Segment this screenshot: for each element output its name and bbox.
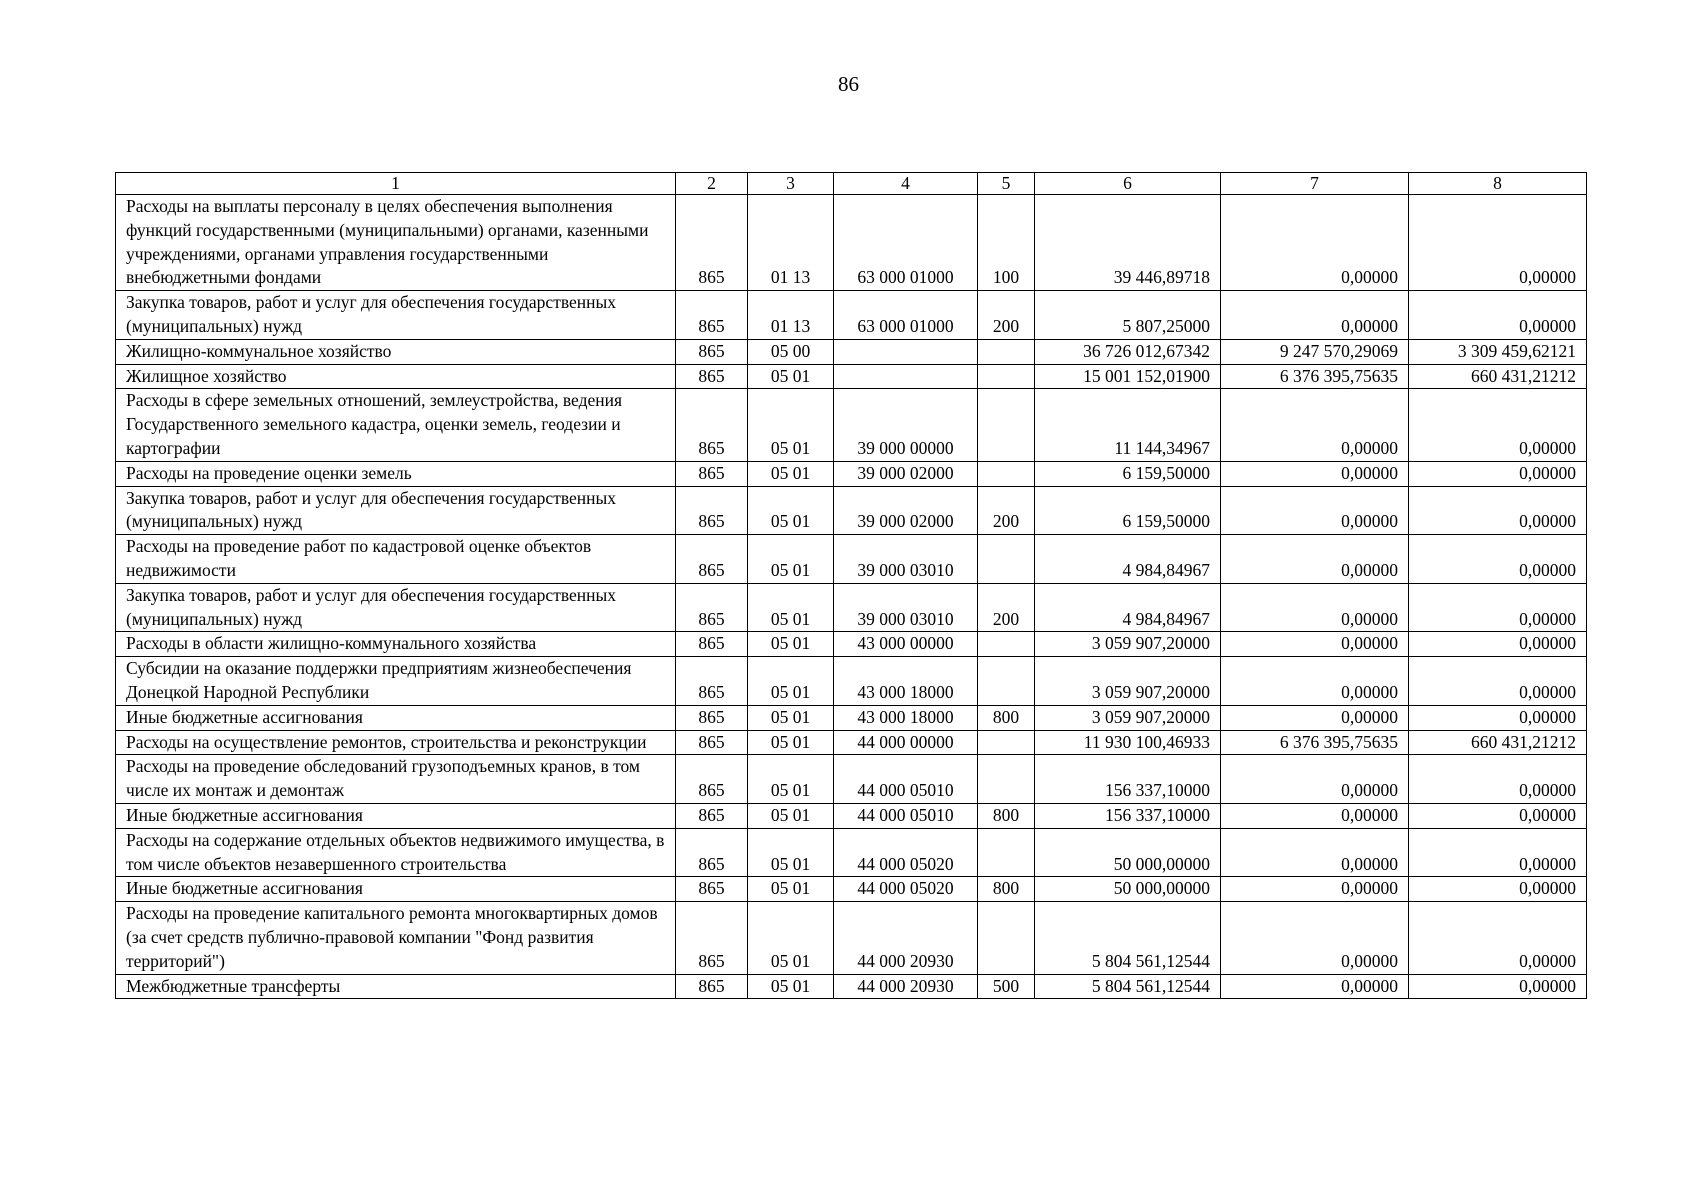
cell-section-code: 865: [676, 755, 748, 804]
cell-expense-type: [978, 755, 1035, 804]
table-row: [116, 632, 1587, 657]
cell-subsection-code: 05 01: [748, 486, 834, 535]
cell-amount-col6: 50 000,00000: [1035, 828, 1221, 877]
cell-target-article: 39 000 02000: [834, 486, 978, 535]
cell-name: Иные бюджетные ассигнования: [116, 705, 676, 730]
cell-amount-col7: 0,00000: [1221, 535, 1409, 584]
cell-amount-col8: 0,00000: [1409, 461, 1587, 486]
table-row: [116, 389, 1587, 461]
table-row: [116, 877, 1587, 902]
cell-name: Субсидии на оказание поддержки предприятиям жизнеобеспечения Донецкой Народной Республики: [116, 657, 676, 706]
cell-target-article: 63 000 01000: [834, 291, 978, 340]
cell-amount-col6: 3 059 907,20000: [1035, 632, 1221, 657]
cell-name: Расходы на выплаты персоналу в целях обеспечения выполнения функций государственными (муниципальными) органами, казенными учреждениями, органами управления государственными внебюджетными фондами: [116, 195, 676, 291]
cell-name: Закупка товаров, работ и услуг для обеспечения государственных (муниципальных) нужд: [116, 486, 676, 535]
cell-amount-col8: 0,00000: [1409, 803, 1587, 828]
cell-subsection-code: 05 01: [748, 974, 834, 999]
cell-amount-col8: 660 431,21212: [1409, 730, 1587, 755]
cell-expense-type: [978, 902, 1035, 974]
cell-amount-col8: 0,00000: [1409, 535, 1587, 584]
cell-amount-col8: 660 431,21212: [1409, 364, 1587, 389]
cell-section-code: 865: [676, 730, 748, 755]
cell-expense-type: 800: [978, 877, 1035, 902]
cell-amount-col7: 0,00000: [1221, 583, 1409, 632]
cell-section-code: 865: [676, 364, 748, 389]
cell-amount-col6: 36 726 012,67342: [1035, 339, 1221, 364]
cell-amount-col6: 5 804 561,12544: [1035, 974, 1221, 999]
table-row: [116, 755, 1587, 804]
cell-target-article: 63 000 01000: [834, 195, 978, 291]
cell-amount-col7: 0,00000: [1221, 461, 1409, 486]
cell-target-article: 44 000 00000: [834, 730, 978, 755]
column-header-1: 1: [116, 173, 676, 195]
cell-amount-col7: 0,00000: [1221, 657, 1409, 706]
cell-expense-type: 800: [978, 705, 1035, 730]
cell-expense-type: [978, 461, 1035, 486]
cell-amount-col7: 0,00000: [1221, 803, 1409, 828]
cell-amount-col6: 50 000,00000: [1035, 877, 1221, 902]
cell-subsection-code: 05 00: [748, 339, 834, 364]
cell-amount-col7: 6 376 395,75635: [1221, 730, 1409, 755]
cell-expense-type: 800: [978, 803, 1035, 828]
cell-amount-col7: 0,00000: [1221, 291, 1409, 340]
cell-target-article: 39 000 02000: [834, 461, 978, 486]
cell-section-code: 865: [676, 461, 748, 486]
cell-target-article: [834, 339, 978, 364]
cell-subsection-code: 05 01: [748, 657, 834, 706]
cell-amount-col7: 0,00000: [1221, 755, 1409, 804]
cell-section-code: 865: [676, 486, 748, 535]
cell-subsection-code: 05 01: [748, 461, 834, 486]
cell-subsection-code: 01 13: [748, 195, 834, 291]
table-row: [116, 339, 1587, 364]
cell-subsection-code: 05 01: [748, 535, 834, 584]
cell-amount-col8: 0,00000: [1409, 486, 1587, 535]
table-row: [116, 828, 1587, 877]
cell-subsection-code: 05 01: [748, 705, 834, 730]
table-row: [116, 535, 1587, 584]
cell-amount-col8: 0,00000: [1409, 705, 1587, 730]
cell-section-code: 865: [676, 291, 748, 340]
cell-target-article: 43 000 00000: [834, 632, 978, 657]
cell-amount-col7: 0,00000: [1221, 632, 1409, 657]
cell-amount-col6: 156 337,10000: [1035, 755, 1221, 804]
table-row: [116, 705, 1587, 730]
cell-amount-col6: 11 144,34967: [1035, 389, 1221, 461]
cell-name: Расходы на проведение работ по кадастровой оценке объектов недвижимости: [116, 535, 676, 584]
cell-expense-type: [978, 828, 1035, 877]
cell-name: Расходы на содержание отдельных объектов недвижимого имущества, в том числе объектов незавершенного строительства: [116, 828, 676, 877]
budget-table: [115, 172, 1587, 999]
cell-amount-col7: 9 247 570,29069: [1221, 339, 1409, 364]
cell-section-code: 865: [676, 803, 748, 828]
cell-amount-col7: 0,00000: [1221, 877, 1409, 902]
cell-section-code: 865: [676, 535, 748, 584]
cell-expense-type: [978, 535, 1035, 584]
table-row: [116, 195, 1587, 291]
cell-name: Расходы в области жилищно-коммунального хозяйства: [116, 632, 676, 657]
cell-target-article: [834, 364, 978, 389]
cell-subsection-code: 05 01: [748, 803, 834, 828]
cell-name: Иные бюджетные ассигнования: [116, 877, 676, 902]
cell-amount-col6: 39 446,89718: [1035, 195, 1221, 291]
cell-expense-type: 100: [978, 195, 1035, 291]
cell-amount-col6: 6 159,50000: [1035, 486, 1221, 535]
cell-subsection-code: 05 01: [748, 902, 834, 974]
cell-amount-col8: 0,00000: [1409, 755, 1587, 804]
cell-section-code: 865: [676, 902, 748, 974]
cell-name: Расходы на проведение обследований грузоподъемных кранов, в том числе их монтаж и демонтаж: [116, 755, 676, 804]
cell-target-article: 43 000 18000: [834, 657, 978, 706]
cell-amount-col8: 0,00000: [1409, 974, 1587, 999]
cell-target-article: 44 000 05020: [834, 877, 978, 902]
cell-target-article: 39 000 03010: [834, 583, 978, 632]
cell-amount-col7: 6 376 395,75635: [1221, 364, 1409, 389]
cell-name: Жилищное хозяйство: [116, 364, 676, 389]
cell-expense-type: 200: [978, 583, 1035, 632]
cell-amount-col8: 0,00000: [1409, 828, 1587, 877]
cell-amount-col8: 0,00000: [1409, 583, 1587, 632]
cell-target-article: 44 000 20930: [834, 974, 978, 999]
cell-amount-col6: 3 059 907,20000: [1035, 705, 1221, 730]
cell-amount-col7: 0,00000: [1221, 828, 1409, 877]
cell-expense-type: [978, 339, 1035, 364]
table-row: [116, 486, 1587, 535]
cell-amount-col8: 0,00000: [1409, 657, 1587, 706]
cell-amount-col8: 0,00000: [1409, 632, 1587, 657]
cell-amount-col7: 0,00000: [1221, 195, 1409, 291]
cell-target-article: 39 000 00000: [834, 389, 978, 461]
cell-subsection-code: 05 01: [748, 364, 834, 389]
cell-subsection-code: 05 01: [748, 583, 834, 632]
cell-subsection-code: 05 01: [748, 632, 834, 657]
cell-name: Расходы на проведение капитального ремонта многоквартирных домов (за счет средств публично-правовой компании "Фонд развития территорий"): [116, 902, 676, 974]
cell-section-code: 865: [676, 877, 748, 902]
cell-amount-col6: 5 807,25000: [1035, 291, 1221, 340]
cell-expense-type: 500: [978, 974, 1035, 999]
header-row: [116, 173, 1587, 195]
cell-amount-col6: 15 001 152,01900: [1035, 364, 1221, 389]
cell-amount-col7: 0,00000: [1221, 902, 1409, 974]
cell-name: Расходы в сфере земельных отношений, землеустройства, ведения Государственного земельного кадастра, оценки земель, геодезии и картографии: [116, 389, 676, 461]
cell-expense-type: [978, 657, 1035, 706]
column-header-8: 8: [1409, 173, 1587, 195]
cell-expense-type: [978, 730, 1035, 755]
column-header-2: 2: [676, 173, 748, 195]
cell-expense-type: [978, 364, 1035, 389]
cell-amount-col6: 6 159,50000: [1035, 461, 1221, 486]
cell-amount-col6: 156 337,10000: [1035, 803, 1221, 828]
column-header-5: 5: [978, 173, 1035, 195]
cell-expense-type: [978, 632, 1035, 657]
cell-subsection-code: 05 01: [748, 877, 834, 902]
cell-subsection-code: 01 13: [748, 291, 834, 340]
table-row: [116, 583, 1587, 632]
cell-name: Межбюджетные трансферты: [116, 974, 676, 999]
cell-target-article: 44 000 05020: [834, 828, 978, 877]
cell-amount-col6: 3 059 907,20000: [1035, 657, 1221, 706]
cell-section-code: 865: [676, 705, 748, 730]
table-row: [116, 461, 1587, 486]
cell-section-code: 865: [676, 583, 748, 632]
table-row: [116, 364, 1587, 389]
cell-target-article: 39 000 03010: [834, 535, 978, 584]
cell-section-code: 865: [676, 828, 748, 877]
cell-expense-type: 200: [978, 291, 1035, 340]
cell-name: Расходы на осуществление ремонтов, строительства и реконструкции: [116, 730, 676, 755]
cell-target-article: 44 000 20930: [834, 902, 978, 974]
page-number: 86: [838, 72, 859, 96]
cell-name: Закупка товаров, работ и услуг для обеспечения государственных (муниципальных) нужд: [116, 583, 676, 632]
table-row: [116, 974, 1587, 999]
cell-section-code: 865: [676, 389, 748, 461]
cell-amount-col8: 0,00000: [1409, 291, 1587, 340]
column-header-6: 6: [1035, 173, 1221, 195]
table-row: [116, 730, 1587, 755]
cell-target-article: 44 000 05010: [834, 755, 978, 804]
column-header-7: 7: [1221, 173, 1409, 195]
column-header-4: 4: [834, 173, 978, 195]
table-row: [116, 902, 1587, 974]
cell-amount-col8: 0,00000: [1409, 902, 1587, 974]
cell-amount-col7: 0,00000: [1221, 705, 1409, 730]
cell-amount-col7: 0,00000: [1221, 486, 1409, 535]
table-row: [116, 657, 1587, 706]
cell-section-code: 865: [676, 339, 748, 364]
cell-amount-col8: 0,00000: [1409, 195, 1587, 291]
table-row: [116, 291, 1587, 340]
cell-amount-col7: 0,00000: [1221, 389, 1409, 461]
cell-name: Жилищно-коммунальное хозяйство: [116, 339, 676, 364]
cell-subsection-code: 05 01: [748, 389, 834, 461]
cell-name: Иные бюджетные ассигнования: [116, 803, 676, 828]
cell-subsection-code: 05 01: [748, 755, 834, 804]
cell-subsection-code: 05 01: [748, 730, 834, 755]
cell-name: Расходы на проведение оценки земель: [116, 461, 676, 486]
cell-section-code: 865: [676, 974, 748, 999]
cell-amount-col6: 5 804 561,12544: [1035, 902, 1221, 974]
cell-subsection-code: 05 01: [748, 828, 834, 877]
cell-section-code: 865: [676, 195, 748, 291]
column-header-3: 3: [748, 173, 834, 195]
cell-expense-type: [978, 389, 1035, 461]
table-row: [116, 803, 1587, 828]
cell-amount-col8: 3 309 459,62121: [1409, 339, 1587, 364]
cell-target-article: 44 000 05010: [834, 803, 978, 828]
cell-amount-col6: 4 984,84967: [1035, 583, 1221, 632]
cell-target-article: 43 000 18000: [834, 705, 978, 730]
cell-section-code: 865: [676, 657, 748, 706]
cell-amount-col7: 0,00000: [1221, 974, 1409, 999]
cell-amount-col6: 4 984,84967: [1035, 535, 1221, 584]
cell-name: Закупка товаров, работ и услуг для обеспечения государственных (муниципальных) нужд: [116, 291, 676, 340]
cell-amount-col8: 0,00000: [1409, 389, 1587, 461]
cell-amount-col8: 0,00000: [1409, 877, 1587, 902]
cell-section-code: 865: [676, 632, 748, 657]
cell-expense-type: 200: [978, 486, 1035, 535]
cell-amount-col6: 11 930 100,46933: [1035, 730, 1221, 755]
